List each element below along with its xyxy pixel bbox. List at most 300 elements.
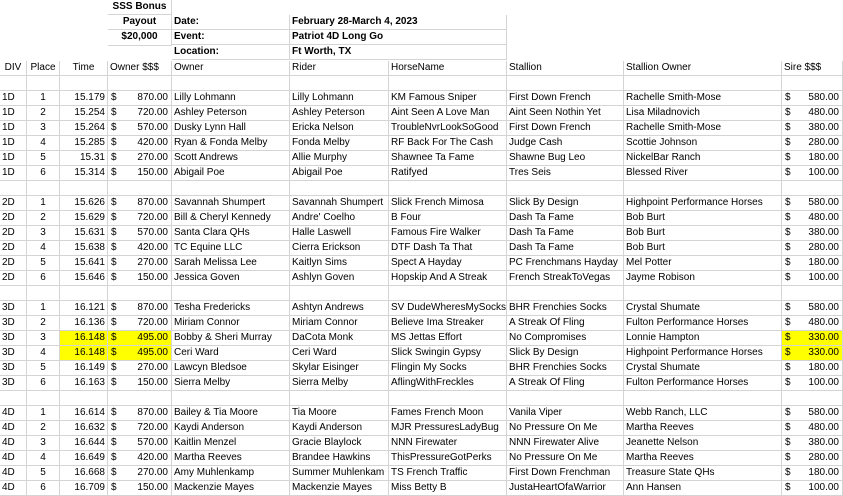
cell-sire-amount[interactable] [782, 481, 843, 496]
cell-horse-name[interactable] [389, 196, 507, 211]
cell-time[interactable] [60, 421, 108, 436]
cell-stallion-owner[interactable] [624, 121, 782, 136]
spacer-cell[interactable] [624, 391, 782, 406]
cell-div[interactable] [0, 406, 27, 421]
spacer-cell[interactable] [172, 391, 290, 406]
date-label-cell[interactable] [172, 15, 290, 30]
spacer-cell[interactable] [624, 181, 782, 196]
cell-stallion-owner[interactable] [624, 376, 782, 391]
cell-owner-amount[interactable] [108, 91, 172, 106]
cell-stallion-owner[interactable] [624, 151, 782, 166]
header-stallion[interactable] [507, 61, 624, 76]
cell-horse-name[interactable] [389, 406, 507, 421]
cell-owner[interactable] [172, 466, 290, 481]
cell-owner-amount[interactable] [108, 241, 172, 256]
cell-sire-amount[interactable] [782, 406, 843, 421]
cell-owner[interactable] [172, 406, 290, 421]
header-place[interactable] [27, 61, 60, 76]
cell-stallion[interactable] [507, 316, 624, 331]
cell-owner-amount[interactable] [108, 256, 172, 271]
cell-stallion[interactable] [507, 436, 624, 451]
cell-owner-amount[interactable] [108, 346, 172, 361]
cell-stallion[interactable] [507, 256, 624, 271]
cell-div[interactable] [0, 226, 27, 241]
cell-owner[interactable] [172, 241, 290, 256]
cell-time[interactable] [60, 256, 108, 271]
cell-stallion[interactable] [507, 241, 624, 256]
cell-owner-amount[interactable] [108, 121, 172, 136]
spacer-cell[interactable] [60, 286, 108, 301]
cell-time[interactable] [60, 151, 108, 166]
cell-rider[interactable] [290, 136, 389, 151]
spacer-cell[interactable] [782, 76, 843, 91]
spacer-cell[interactable] [60, 391, 108, 406]
cell-place[interactable] [27, 481, 60, 496]
cell-sire-amount[interactable] [782, 211, 843, 226]
cell-stallion[interactable] [507, 376, 624, 391]
cell-stallion[interactable] [507, 466, 624, 481]
cell-horse-name[interactable] [389, 451, 507, 466]
cell-rider[interactable] [290, 421, 389, 436]
cell-sire-amount[interactable] [782, 136, 843, 151]
cell-owner-amount[interactable] [108, 436, 172, 451]
spacer-cell[interactable] [0, 181, 27, 196]
cell-stallion-owner[interactable] [624, 226, 782, 241]
header-div[interactable] [0, 61, 27, 76]
cell-owner-amount[interactable] [108, 376, 172, 391]
bonus-title-cell[interactable] [108, 0, 172, 15]
cell-sire-amount[interactable] [782, 316, 843, 331]
spacer-cell[interactable] [624, 286, 782, 301]
cell-sire-amount[interactable] [782, 166, 843, 181]
cell-stallion-owner[interactable] [624, 436, 782, 451]
spacer-cell[interactable] [507, 286, 624, 301]
cell-time[interactable] [60, 481, 108, 496]
cell-stallion-owner[interactable] [624, 106, 782, 121]
cell-rider[interactable] [290, 271, 389, 286]
cell-sire-amount[interactable] [782, 346, 843, 361]
spacer-cell[interactable] [172, 181, 290, 196]
cell-div[interactable] [0, 151, 27, 166]
cell-place[interactable] [27, 226, 60, 241]
cell-horse-name[interactable] [389, 226, 507, 241]
spacer-cell[interactable] [27, 76, 60, 91]
header-sire-amount[interactable] [782, 61, 843, 76]
cell-time[interactable] [60, 271, 108, 286]
cell-stallion[interactable] [507, 211, 624, 226]
spacer-cell[interactable] [108, 76, 172, 91]
cell-stallion[interactable] [507, 166, 624, 181]
cell-place[interactable] [27, 211, 60, 226]
cell-stallion-owner[interactable] [624, 331, 782, 346]
cell-sire-amount[interactable] [782, 121, 843, 136]
cell-owner-amount[interactable] [108, 211, 172, 226]
cell-stallion[interactable] [507, 196, 624, 211]
cell-stallion[interactable] [507, 406, 624, 421]
cell-rider[interactable] [290, 406, 389, 421]
cell-stallion-owner[interactable] [624, 196, 782, 211]
cell-place[interactable] [27, 451, 60, 466]
cell-sire-amount[interactable] [782, 196, 843, 211]
cell-place[interactable] [27, 301, 60, 316]
location-label-cell[interactable] [172, 45, 290, 60]
spacer-cell[interactable] [108, 286, 172, 301]
cell-owner[interactable] [172, 436, 290, 451]
cell-div[interactable] [0, 121, 27, 136]
cell-horse-name[interactable] [389, 211, 507, 226]
cell-time[interactable] [60, 91, 108, 106]
cell-owner-amount[interactable] [108, 166, 172, 181]
cell-owner[interactable] [172, 106, 290, 121]
cell-owner[interactable] [172, 481, 290, 496]
spacer-cell[interactable] [624, 76, 782, 91]
spacer-cell[interactable] [0, 76, 27, 91]
cell-rider[interactable] [290, 451, 389, 466]
cell-owner[interactable] [172, 151, 290, 166]
cell-time[interactable] [60, 406, 108, 421]
header-owner-amount[interactable] [108, 61, 172, 76]
cell-horse-name[interactable] [389, 481, 507, 496]
cell-time[interactable] [60, 346, 108, 361]
cell-stallion[interactable] [507, 151, 624, 166]
cell-owner[interactable] [172, 121, 290, 136]
spacer-cell[interactable] [27, 181, 60, 196]
cell-sire-amount[interactable] [782, 241, 843, 256]
spacer-cell[interactable] [290, 76, 389, 91]
cell-stallion-owner[interactable] [624, 91, 782, 106]
cell-owner[interactable] [172, 361, 290, 376]
cell-time[interactable] [60, 226, 108, 241]
cell-rider[interactable] [290, 331, 389, 346]
spacer-cell[interactable] [507, 76, 624, 91]
event-value-cell[interactable] [290, 30, 507, 45]
cell-place[interactable] [27, 241, 60, 256]
cell-place[interactable] [27, 421, 60, 436]
header-horse-name[interactable] [389, 61, 507, 76]
spacer-cell[interactable] [27, 286, 60, 301]
cell-horse-name[interactable] [389, 241, 507, 256]
cell-stallion[interactable] [507, 136, 624, 151]
cell-place[interactable] [27, 376, 60, 391]
cell-horse-name[interactable] [389, 121, 507, 136]
cell-stallion[interactable] [507, 331, 624, 346]
cell-rider[interactable] [290, 481, 389, 496]
spacer-cell[interactable] [172, 76, 290, 91]
cell-stallion[interactable] [507, 361, 624, 376]
bonus-amount-cell[interactable] [108, 30, 172, 46]
cell-owner-amount[interactable] [108, 316, 172, 331]
cell-rider[interactable] [290, 211, 389, 226]
cell-horse-name[interactable] [389, 271, 507, 286]
cell-div[interactable] [0, 256, 27, 271]
cell-stallion-owner[interactable] [624, 166, 782, 181]
cell-horse-name[interactable] [389, 151, 507, 166]
cell-sire-amount[interactable] [782, 256, 843, 271]
spacer-cell[interactable] [389, 391, 507, 406]
spacer-cell[interactable] [389, 181, 507, 196]
cell-horse-name[interactable] [389, 91, 507, 106]
cell-owner[interactable] [172, 136, 290, 151]
cell-owner-amount[interactable] [108, 301, 172, 316]
spacer-cell[interactable] [27, 391, 60, 406]
header-rider[interactable] [290, 61, 389, 76]
cell-sire-amount[interactable] [782, 271, 843, 286]
cell-place[interactable] [27, 331, 60, 346]
cell-owner-amount[interactable] [108, 466, 172, 481]
cell-place[interactable] [27, 196, 60, 211]
cell-sire-amount[interactable] [782, 466, 843, 481]
spacer-cell[interactable] [290, 181, 389, 196]
cell-stallion[interactable] [507, 91, 624, 106]
cell-horse-name[interactable] [389, 316, 507, 331]
cell-rider[interactable] [290, 241, 389, 256]
cell-div[interactable] [0, 316, 27, 331]
cell-horse-name[interactable] [389, 361, 507, 376]
cell-time[interactable] [60, 166, 108, 181]
bonus-payout-cell[interactable] [108, 15, 172, 30]
cell-stallion-owner[interactable] [624, 301, 782, 316]
cell-horse-name[interactable] [389, 106, 507, 121]
cell-owner[interactable] [172, 316, 290, 331]
cell-sire-amount[interactable] [782, 301, 843, 316]
cell-stallion-owner[interactable] [624, 481, 782, 496]
cell-rider[interactable] [290, 361, 389, 376]
cell-place[interactable] [27, 121, 60, 136]
cell-stallion-owner[interactable] [624, 136, 782, 151]
cell-div[interactable] [0, 436, 27, 451]
cell-rider[interactable] [290, 301, 389, 316]
cell-rider[interactable] [290, 121, 389, 136]
cell-time[interactable] [60, 136, 108, 151]
cell-place[interactable] [27, 151, 60, 166]
cell-rider[interactable] [290, 436, 389, 451]
cell-rider[interactable] [290, 106, 389, 121]
cell-stallion-owner[interactable] [624, 316, 782, 331]
cell-time[interactable] [60, 196, 108, 211]
cell-div[interactable] [0, 196, 27, 211]
spacer-cell[interactable] [108, 181, 172, 196]
cell-stallion-owner[interactable] [624, 361, 782, 376]
cell-sire-amount[interactable] [782, 361, 843, 376]
cell-div[interactable] [0, 271, 27, 286]
cell-sire-amount[interactable] [782, 376, 843, 391]
cell-horse-name[interactable] [389, 436, 507, 451]
cell-rider[interactable] [290, 166, 389, 181]
cell-div[interactable] [0, 421, 27, 436]
cell-owner[interactable] [172, 376, 290, 391]
cell-time[interactable] [60, 121, 108, 136]
event-label-cell[interactable] [172, 30, 290, 45]
header-stallion-owner[interactable] [624, 61, 782, 76]
cell-place[interactable] [27, 256, 60, 271]
cell-div[interactable] [0, 451, 27, 466]
cell-time[interactable] [60, 301, 108, 316]
location-value-cell[interactable] [290, 45, 507, 60]
cell-stallion-owner[interactable] [624, 271, 782, 286]
cell-div[interactable] [0, 361, 27, 376]
cell-sire-amount[interactable] [782, 91, 843, 106]
cell-rider[interactable] [290, 196, 389, 211]
cell-rider[interactable] [290, 91, 389, 106]
cell-horse-name[interactable] [389, 421, 507, 436]
cell-horse-name[interactable] [389, 256, 507, 271]
cell-place[interactable] [27, 436, 60, 451]
cell-stallion-owner[interactable] [624, 451, 782, 466]
cell-owner[interactable] [172, 226, 290, 241]
spacer-cell[interactable] [60, 76, 108, 91]
header-owner[interactable] [172, 61, 290, 76]
cell-time[interactable] [60, 331, 108, 346]
cell-owner[interactable] [172, 346, 290, 361]
cell-sire-amount[interactable] [782, 331, 843, 346]
cell-horse-name[interactable] [389, 376, 507, 391]
cell-owner[interactable] [172, 166, 290, 181]
cell-place[interactable] [27, 136, 60, 151]
cell-owner-amount[interactable] [108, 406, 172, 421]
spacer-cell[interactable] [290, 286, 389, 301]
cell-stallion[interactable] [507, 106, 624, 121]
header-time[interactable] [60, 61, 108, 76]
cell-div[interactable] [0, 301, 27, 316]
spacer-cell[interactable] [782, 391, 843, 406]
cell-div[interactable] [0, 166, 27, 181]
cell-owner[interactable] [172, 256, 290, 271]
spacer-cell[interactable] [60, 181, 108, 196]
cell-div[interactable] [0, 91, 27, 106]
cell-stallion[interactable] [507, 421, 624, 436]
cell-owner-amount[interactable] [108, 106, 172, 121]
cell-rider[interactable] [290, 226, 389, 241]
spacer-cell[interactable] [0, 286, 27, 301]
cell-owner[interactable] [172, 196, 290, 211]
cell-owner-amount[interactable] [108, 451, 172, 466]
cell-place[interactable] [27, 346, 60, 361]
cell-place[interactable] [27, 91, 60, 106]
cell-stallion[interactable] [507, 226, 624, 241]
cell-time[interactable] [60, 451, 108, 466]
cell-stallion[interactable] [507, 451, 624, 466]
cell-horse-name[interactable] [389, 466, 507, 481]
cell-sire-amount[interactable] [782, 436, 843, 451]
cell-stallion[interactable] [507, 121, 624, 136]
spacer-cell[interactable] [108, 391, 172, 406]
cell-owner-amount[interactable] [108, 361, 172, 376]
cell-owner[interactable] [172, 421, 290, 436]
cell-div[interactable] [0, 481, 27, 496]
cell-place[interactable] [27, 361, 60, 376]
cell-owner-amount[interactable] [108, 331, 172, 346]
spacer-cell[interactable] [389, 76, 507, 91]
cell-time[interactable] [60, 211, 108, 226]
cell-owner-amount[interactable] [108, 226, 172, 241]
cell-owner-amount[interactable] [108, 271, 172, 286]
cell-stallion-owner[interactable] [624, 346, 782, 361]
spacer-cell[interactable] [782, 181, 843, 196]
cell-time[interactable] [60, 376, 108, 391]
cell-rider[interactable] [290, 466, 389, 481]
cell-place[interactable] [27, 466, 60, 481]
spacer-cell[interactable] [389, 286, 507, 301]
cell-owner-amount[interactable] [108, 136, 172, 151]
cell-rider[interactable] [290, 316, 389, 331]
spacer-cell[interactable] [290, 391, 389, 406]
cell-stallion-owner[interactable] [624, 406, 782, 421]
cell-horse-name[interactable] [389, 136, 507, 151]
cell-time[interactable] [60, 436, 108, 451]
cell-sire-amount[interactable] [782, 151, 843, 166]
cell-stallion-owner[interactable] [624, 241, 782, 256]
cell-div[interactable] [0, 376, 27, 391]
cell-place[interactable] [27, 166, 60, 181]
cell-place[interactable] [27, 106, 60, 121]
cell-sire-amount[interactable] [782, 226, 843, 241]
spacer-cell[interactable] [0, 391, 27, 406]
cell-owner[interactable] [172, 451, 290, 466]
cell-rider[interactable] [290, 256, 389, 271]
cell-time[interactable] [60, 241, 108, 256]
cell-owner[interactable] [172, 301, 290, 316]
date-value-cell[interactable] [290, 15, 507, 30]
cell-div[interactable] [0, 211, 27, 226]
cell-owner[interactable] [172, 91, 290, 106]
cell-horse-name[interactable] [389, 331, 507, 346]
cell-sire-amount[interactable] [782, 106, 843, 121]
cell-div[interactable] [0, 241, 27, 256]
cell-stallion[interactable] [507, 481, 624, 496]
cell-sire-amount[interactable] [782, 421, 843, 436]
cell-stallion[interactable] [507, 346, 624, 361]
horse-name-value: Aint Seen A Love Man [391, 107, 490, 118]
cell-time[interactable] [60, 316, 108, 331]
cell-rider[interactable] [290, 151, 389, 166]
cell-time[interactable] [60, 466, 108, 481]
cell-stallion[interactable] [507, 301, 624, 316]
cell-place[interactable] [27, 316, 60, 331]
cell-stallion-owner[interactable] [624, 466, 782, 481]
cell-div[interactable] [0, 331, 27, 346]
cell-rider[interactable] [290, 346, 389, 361]
spacer-cell[interactable] [782, 286, 843, 301]
cell-div[interactable] [0, 106, 27, 121]
cell-div[interactable] [0, 346, 27, 361]
cell-owner-amount[interactable] [108, 421, 172, 436]
cell-time[interactable] [60, 106, 108, 121]
cell-place[interactable] [27, 406, 60, 421]
cell-owner[interactable] [172, 211, 290, 226]
cell-stallion[interactable] [507, 271, 624, 286]
cell-horse-name[interactable] [389, 346, 507, 361]
spacer-cell[interactable] [507, 391, 624, 406]
spacer-cell[interactable] [507, 181, 624, 196]
cell-time[interactable] [60, 361, 108, 376]
cell-div[interactable] [0, 466, 27, 481]
cell-owner-amount[interactable] [108, 481, 172, 496]
cell-horse-name[interactable] [389, 166, 507, 181]
cell-stallion-owner[interactable] [624, 421, 782, 436]
cell-place[interactable] [27, 271, 60, 286]
cell-owner[interactable] [172, 331, 290, 346]
cell-owner-amount[interactable] [108, 196, 172, 211]
cell-stallion-owner[interactable] [624, 256, 782, 271]
cell-horse-name[interactable] [389, 301, 507, 316]
cell-sire-amount[interactable] [782, 451, 843, 466]
cell-div[interactable] [0, 136, 27, 151]
spacer-cell[interactable] [172, 286, 290, 301]
cell-owner[interactable] [172, 271, 290, 286]
cell-rider[interactable] [290, 376, 389, 391]
cell-owner-amount[interactable] [108, 151, 172, 166]
cell-stallion-owner[interactable] [624, 211, 782, 226]
